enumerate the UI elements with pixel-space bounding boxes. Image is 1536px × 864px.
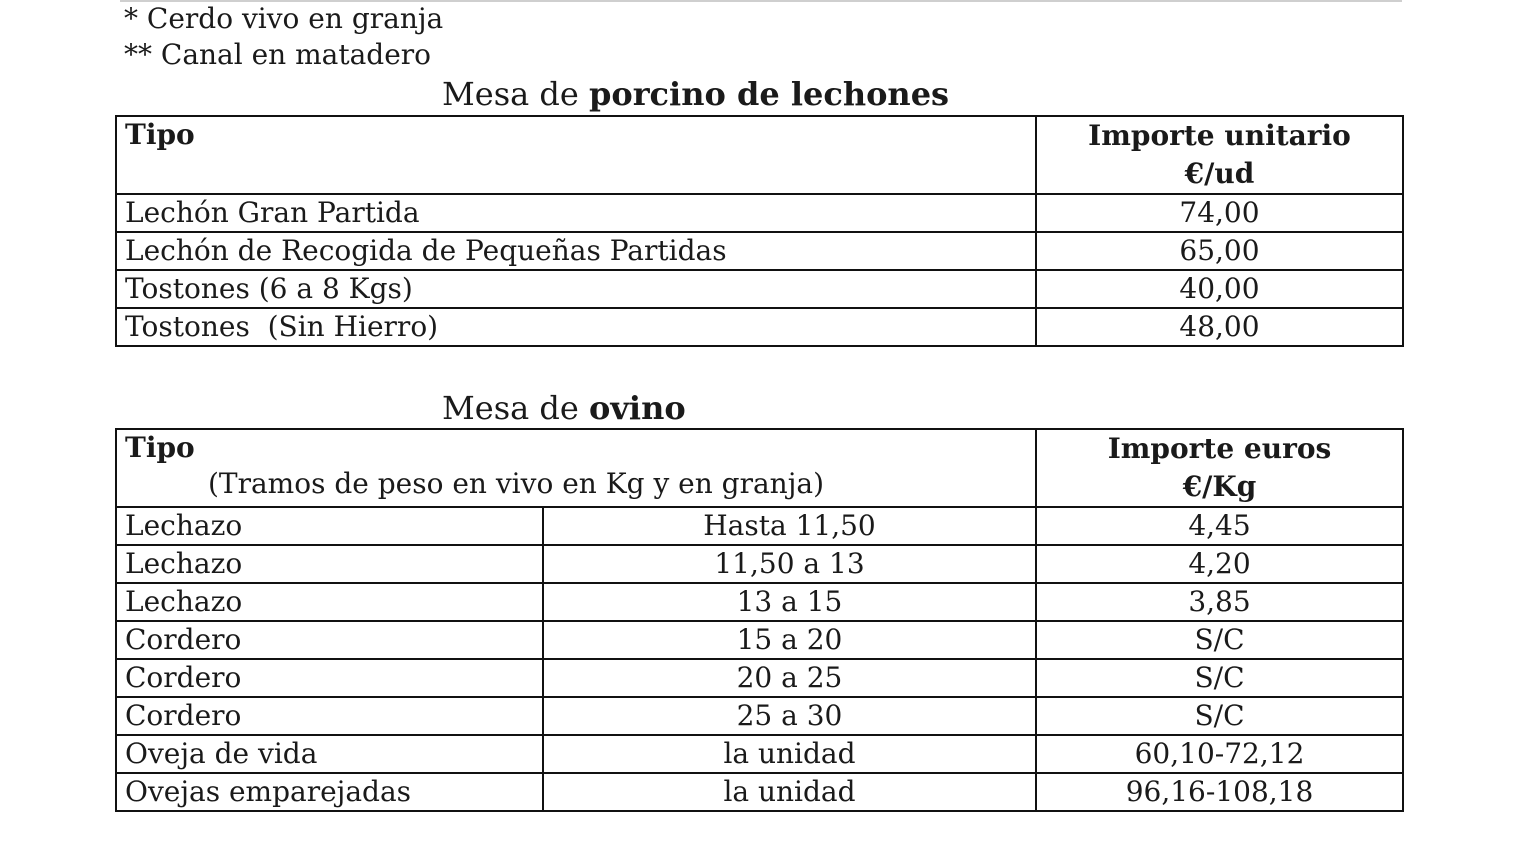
lechones-importe-cell: 65,00	[1036, 232, 1403, 270]
lechones-tipo-cell: Tostones (Sin Hierro)	[116, 308, 1036, 346]
ovino-importe-cell: 60,10-72,12	[1036, 735, 1403, 773]
ovino-tramo-cell: 13 a 15	[543, 583, 1036, 621]
ovino-tipo-cell: Lechazo	[116, 507, 543, 545]
ovino-header-tramos: (Tramos de peso en vivo en Kg y en granja)	[207, 467, 825, 500]
ovino-header-importe-line1: Importe euros	[1107, 432, 1332, 465]
ovino-tramo-cell: 11,50 a 13	[543, 545, 1036, 583]
lechones-header-row	[116, 116, 1403, 194]
ovino-title	[442, 389, 686, 427]
footnote-cerdo-vivo: * Cerdo vivo en granja	[124, 2, 444, 35]
table-row	[116, 194, 1403, 232]
lechones-table	[115, 115, 1404, 347]
ovino-tipo-cell: Lechazo	[116, 545, 543, 583]
lechones-importe-cell: 48,00	[1036, 308, 1403, 346]
ovino-header-importe	[1036, 429, 1403, 507]
ovino-title-bold: ovino	[588, 389, 686, 427]
lechones-title-bold: porcino de lechones	[588, 75, 950, 113]
ovino-tramo-cell: 20 a 25	[543, 659, 1036, 697]
ovino-importe-cell: 4,20	[1036, 545, 1403, 583]
table-row	[116, 697, 1403, 735]
table-row	[116, 659, 1403, 697]
lechones-header-importe-line2: €/ud	[1184, 157, 1255, 190]
ovino-tipo-cell: Cordero	[116, 659, 543, 697]
ovino-tramo-cell: Hasta 11,50	[543, 507, 1036, 545]
table-row	[116, 507, 1403, 545]
ovino-tipo-cell: Lechazo	[116, 583, 543, 621]
lechones-header-tipo: Tipo	[116, 116, 1036, 194]
ovino-tramo-cell: 15 a 20	[543, 621, 1036, 659]
table-row	[116, 583, 1403, 621]
ovino-header-tipo	[116, 429, 1036, 507]
lechones-title-prefix: Mesa de	[442, 75, 589, 113]
table-row	[116, 308, 1403, 346]
ovino-tramo-cell: la unidad	[543, 773, 1036, 811]
ovino-tramo-cell: la unidad	[543, 735, 1036, 773]
table-row	[116, 270, 1403, 308]
table-row	[116, 773, 1403, 811]
ovino-importe-cell: S/C	[1036, 659, 1403, 697]
table-row	[116, 545, 1403, 583]
ovino-importe-cell: 3,85	[1036, 583, 1403, 621]
ovino-tipo-cell: Cordero	[116, 621, 543, 659]
ovino-importe-cell: 96,16-108,18	[1036, 773, 1403, 811]
lechones-header-importe	[1036, 116, 1403, 194]
ovino-tipo-cell: Ovejas emparejadas	[116, 773, 543, 811]
ovino-importe-cell: S/C	[1036, 621, 1403, 659]
ovino-header-importe-line2: €/Kg	[1182, 470, 1257, 503]
table-row	[116, 232, 1403, 270]
lechones-tipo-cell: Lechón Gran Partida	[116, 194, 1036, 232]
ovino-title-prefix: Mesa de	[442, 389, 589, 427]
footnote-canal: ** Canal en matadero	[124, 38, 432, 71]
lechones-importe-cell: 74,00	[1036, 194, 1403, 232]
ovino-tipo-cell: Oveja de vida	[116, 735, 543, 773]
ovino-header-tipo-label: Tipo	[125, 431, 195, 464]
ovino-importe-cell: 4,45	[1036, 507, 1403, 545]
ovino-header-row	[116, 429, 1403, 507]
table-row	[116, 621, 1403, 659]
lechones-title	[442, 75, 949, 113]
ovino-tipo-cell: Cordero	[116, 697, 543, 735]
ovino-importe-cell: S/C	[1036, 697, 1403, 735]
lechones-header-importe-line1: Importe unitario	[1088, 119, 1351, 152]
ovino-tramo-cell: 25 a 30	[543, 697, 1036, 735]
lechones-tipo-cell: Tostones (6 a 8 Kgs)	[116, 270, 1036, 308]
lechones-tipo-cell: Lechón de Recogida de Pequeñas Partidas	[116, 232, 1036, 270]
ovino-table	[115, 428, 1404, 812]
lechones-importe-cell: 40,00	[1036, 270, 1403, 308]
table-row	[116, 735, 1403, 773]
